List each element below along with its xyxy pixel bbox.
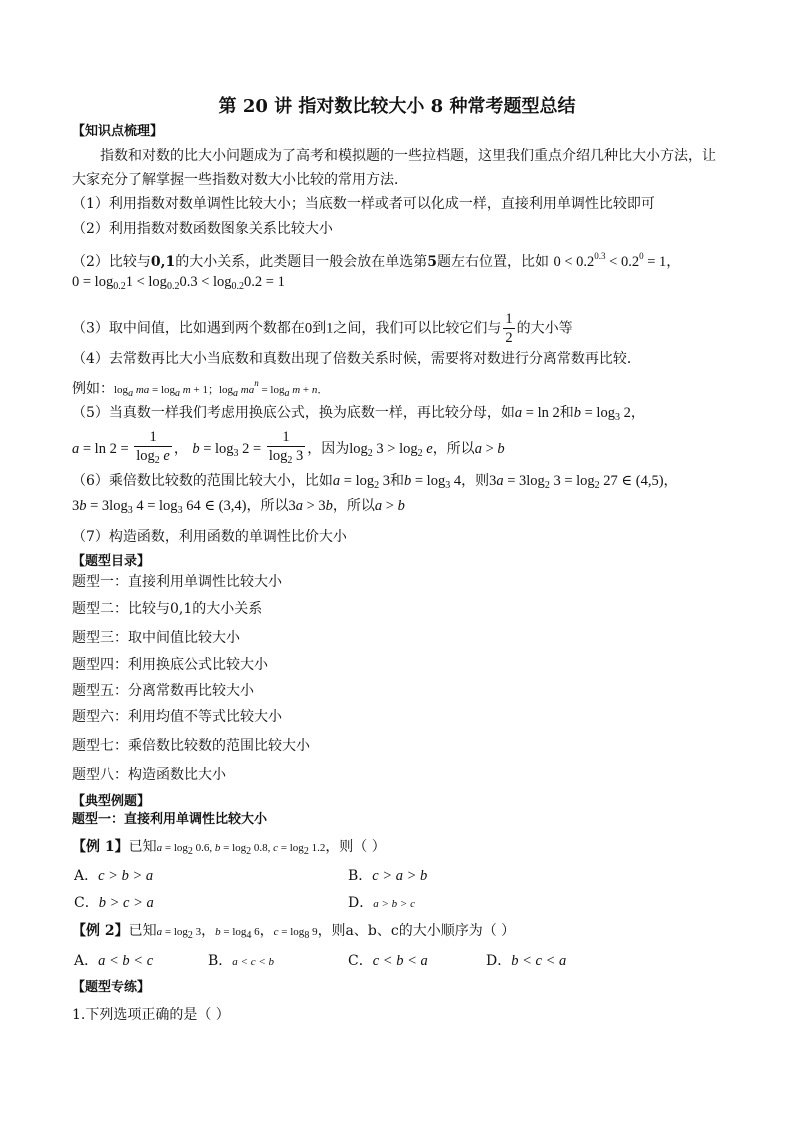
catalog-item-4: 题型四：利用换底公式比较大小 xyxy=(72,657,268,673)
fraction-one-half: $\frac{1}{2}$ xyxy=(505,311,513,346)
example-2: 【例 2】已知a = log2 3，b = log4 6，c = log8 9，则a、b、c的大小顺序为（ ） xyxy=(72,923,516,941)
catalog-item-6: 题型六：利用均值不等式比较大小 xyxy=(72,709,282,725)
method-item-4-example: 例如：loga ma = loga m + 1；loga $ma^n = \log a$ m + n． xyxy=(72,378,329,399)
knowledge-heading: 【知识点梳理】 xyxy=(72,124,164,139)
method-item-7: （7）构造函数，利用函数的单调性比价大小 xyxy=(72,529,347,545)
method-item-3: （3）取中间值，比如遇到两个数都在0到1之间，我们可以比较它们与 $\frac{1}{2}$ 的大小等 xyxy=(72,311,573,346)
catalog-item-2: 题型二：比较与0,1的大小关系 xyxy=(72,601,263,617)
catalog-item-3: 题型三：取中间值比较大小 xyxy=(72,630,240,646)
example-1-option-a[interactable]: A．c > b > a xyxy=(74,868,154,884)
example-2-option-a[interactable]: A．a < b < c xyxy=(74,953,154,969)
type1-heading: 题型一：直接利用单调性比较大小 xyxy=(72,812,268,827)
method-item-6-formula: $3b = 3\log_3$ $4 = \log_3 64$ ∈ (3,4)，所以3a > 3b，所以a > b xyxy=(72,498,405,516)
example-1: 【例 1】已知a = log2 0.6, b = log2 0.8, c = log2 1.2，则（ ） xyxy=(72,839,386,857)
method-item-5: （5）当真数一样我们考虑用换底公式，换为底数一样，再比较分母，如a = ln 2和$b = \log_3 2$， xyxy=(72,405,645,423)
method-item-2: （2）利用指数对数函数图象关系比较大小 xyxy=(72,221,333,237)
practice-heading: 【题型专练】 xyxy=(72,980,151,995)
method-item-6: （6）乘倍数比较数的范围比较大小，比如$a = \log_2 3$和$b = \log_3 4$，则$3a = 3\log_2$ $3 = \log_2 27$ ∈ (4,5)， xyxy=(72,473,678,491)
method-item-1: （1）利用指数对数单调性比较大小；当底数一样或者可以化成一样，直接利用单调性比较即可 xyxy=(72,196,655,212)
catalog-item-7: 题型七：乘倍数比较数的范围比较大小 xyxy=(72,738,310,754)
intro-line-1: 指数和对数的比大小问题成为了高考和模拟题的一些拉档题，这里我们重点介绍几种比大小方法，让 xyxy=(100,148,716,164)
example-1-option-b[interactable]: B．c > a > b xyxy=(348,868,428,884)
catalog-item-1: 题型一：直接利用单调性比较大小 xyxy=(72,574,282,590)
method-item-4: （4）去常数再比大小当底数和真数出现了倍数关系时候，需要将对数进行分离常数再比较． xyxy=(72,351,641,367)
formula-power-compare: $0 < 0.2^{0.3} < 0.2^0 = 1$ xyxy=(553,251,667,270)
example-1-option-c[interactable]: C．b > c > a xyxy=(74,895,154,911)
intro-line-2: 大家充分了解掌握一些指数对数大小比较的常用方法． xyxy=(72,172,408,188)
method-item-2b: （2）比较与0,1的大小关系，此类题目一般会放在单选第5题左右位置，比如 $0 < 0.2^{0.3} < 0.2^0 = 1$， xyxy=(72,251,681,270)
practice-question-1: 1.下列选项正确的是（ ） xyxy=(72,1007,230,1023)
example-2-option-d[interactable]: D．b < c < a xyxy=(486,953,567,969)
page-title: 第 20 讲 指对数比较大小 8 种常考题型总结 xyxy=(218,96,576,117)
catalog-item-5: 题型五：分离常数再比较大小 xyxy=(72,683,254,699)
example-2-option-c[interactable]: C．c < b < a xyxy=(348,953,428,969)
catalog-item-8: 题型八：构造函数比大小 xyxy=(72,767,226,783)
formula-log-compare: $0 = \log_{0.2}1 < \log_{0.2}0.3 < \log_{0.2}0.2 = 1$ xyxy=(72,274,285,292)
examples-heading: 【典型例题】 xyxy=(72,794,151,809)
method-item-5-formula: a = ln 2 = $\frac{1}{\log_2 e}$ ， $b = \log_3 2$ = $\frac{1}{\log_2 3}$ ，因为$\log_2 3 > \log_2 e$，所以a > b xyxy=(72,429,505,466)
catalog-heading: 【题型目录】 xyxy=(72,554,151,569)
example-1-option-d[interactable]: D．a > b > c xyxy=(348,895,415,911)
example-2-option-b[interactable]: B．a < c < b xyxy=(208,953,275,969)
